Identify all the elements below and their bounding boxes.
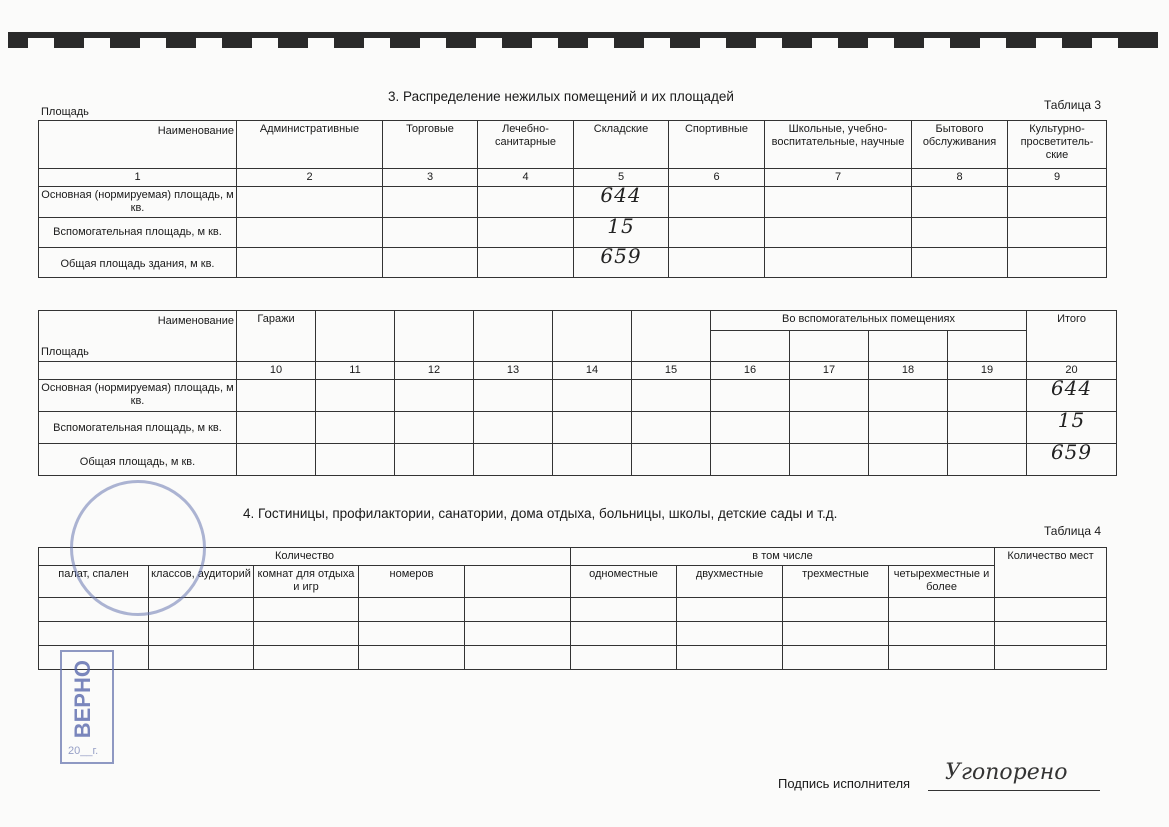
corner-name-label: Наименование: [157, 125, 234, 137]
table-row: [39, 622, 1107, 646]
garages-header: Гаражи: [237, 311, 316, 362]
col-number: 3: [383, 169, 478, 187]
table-row: [39, 444, 1117, 476]
col-number: 7: [765, 169, 912, 187]
handwritten-value: 644: [600, 183, 642, 207]
header-cell: классов, аудиторий: [149, 566, 254, 598]
header-cell: Лечебно-санитарные: [478, 121, 574, 169]
handwritten-value: 15: [607, 214, 635, 238]
table-row: [39, 187, 1107, 218]
aux-group-header: Во вспомогательных помещениях: [711, 311, 1027, 331]
total-header: Итого: [1027, 311, 1117, 362]
header-cell: Складские: [574, 121, 669, 169]
header-cell: Спортивные: [669, 121, 765, 169]
handwritten-value: 659: [1050, 440, 1093, 464]
section4-title: 4. Гостиницы, профилактории, санатории, дома отдыха, больницы, школы, детские сады и т.д.: [243, 506, 838, 521]
table-row: [39, 380, 1117, 412]
row-label: Основная (нормируемая) площадь, м кв.: [39, 187, 237, 218]
col-number: 16: [711, 362, 790, 380]
quantity-header: Количество: [39, 548, 571, 566]
stamp-year: 20__г.: [68, 745, 99, 757]
including-header: в том числе: [571, 548, 995, 566]
row-label: Общая площадь здания, м кв.: [39, 248, 237, 278]
binding-holes: [8, 20, 1158, 60]
header-cell: палат, спален: [39, 566, 149, 598]
col-number: 4: [478, 169, 574, 187]
table4-label: Таблица 4: [1044, 524, 1102, 538]
col-number: 12: [395, 362, 474, 380]
handwritten-value: 15: [1057, 408, 1086, 432]
header-cell: Административные: [237, 121, 383, 169]
table-row: [39, 218, 1107, 248]
col-number: 11: [316, 362, 395, 380]
col-number: 20: [1027, 362, 1117, 380]
row-label: Вспомогательная площадь, м кв.: [39, 218, 237, 248]
table3: [38, 106, 1107, 278]
header-cell: четырехместные и более: [889, 566, 995, 598]
table3-continued: [38, 310, 1117, 476]
section3-title: 3. Распределение нежилых помещений и их площадей: [388, 89, 734, 104]
signature-label: Подпись исполнителя: [778, 776, 911, 791]
corner-area-label: Площадь: [41, 106, 89, 118]
corner-area-label: Площадь: [41, 346, 89, 358]
signature-line: [928, 790, 1100, 791]
table-row: [39, 598, 1107, 622]
col-number: 2: [237, 169, 383, 187]
corner-name-label: Наименование: [157, 315, 234, 327]
col-number: 13: [474, 362, 553, 380]
header-cell: Бытового обслуживания: [912, 121, 1008, 169]
col-number: 17: [790, 362, 869, 380]
col-number: 19: [948, 362, 1027, 380]
header-cell: двухместные: [677, 566, 783, 598]
col-number: 9: [1008, 169, 1107, 187]
col-number: 6: [669, 169, 765, 187]
header-cell: Торговые: [383, 121, 478, 169]
header-cell: [465, 566, 571, 598]
header-cell: трехместные: [783, 566, 889, 598]
col-number: 1: [39, 169, 237, 187]
table3-label: Таблица 3: [1044, 98, 1102, 112]
header-cell: комнат для отдыха и игр: [254, 566, 359, 598]
row-label: Вспомогательная площадь, м кв.: [39, 412, 237, 444]
row-label: Основная (нормируемая) площадь, м кв.: [39, 380, 237, 412]
table-row: [39, 412, 1117, 444]
places-header: Количество мест: [995, 548, 1107, 598]
signature: Угопорено: [945, 760, 1068, 785]
col-number: 15: [632, 362, 711, 380]
col-number: 8: [912, 169, 1008, 187]
header-cell: номеров: [359, 566, 465, 598]
header-cell: Школьные, учебно-воспитательные, научные: [765, 121, 912, 169]
verno-text: ВЕРНО: [70, 660, 95, 739]
col-number: 18: [869, 362, 948, 380]
corner-cell: [39, 311, 237, 362]
handwritten-value: 659: [600, 244, 642, 268]
handwritten-value: 644: [1050, 376, 1093, 400]
header-cell: одноместные: [571, 566, 677, 598]
table-row: [39, 646, 1107, 670]
col-number: 5: [574, 169, 669, 187]
row-label: Общая площадь, м кв.: [39, 444, 237, 476]
header-cell: Культурно-просветитель-ские: [1008, 121, 1107, 169]
corner-cell: [39, 106, 237, 169]
col-number: 10: [237, 362, 316, 380]
col-number: 14: [553, 362, 632, 380]
round-stamp: [70, 480, 206, 616]
table-row: [39, 248, 1107, 278]
